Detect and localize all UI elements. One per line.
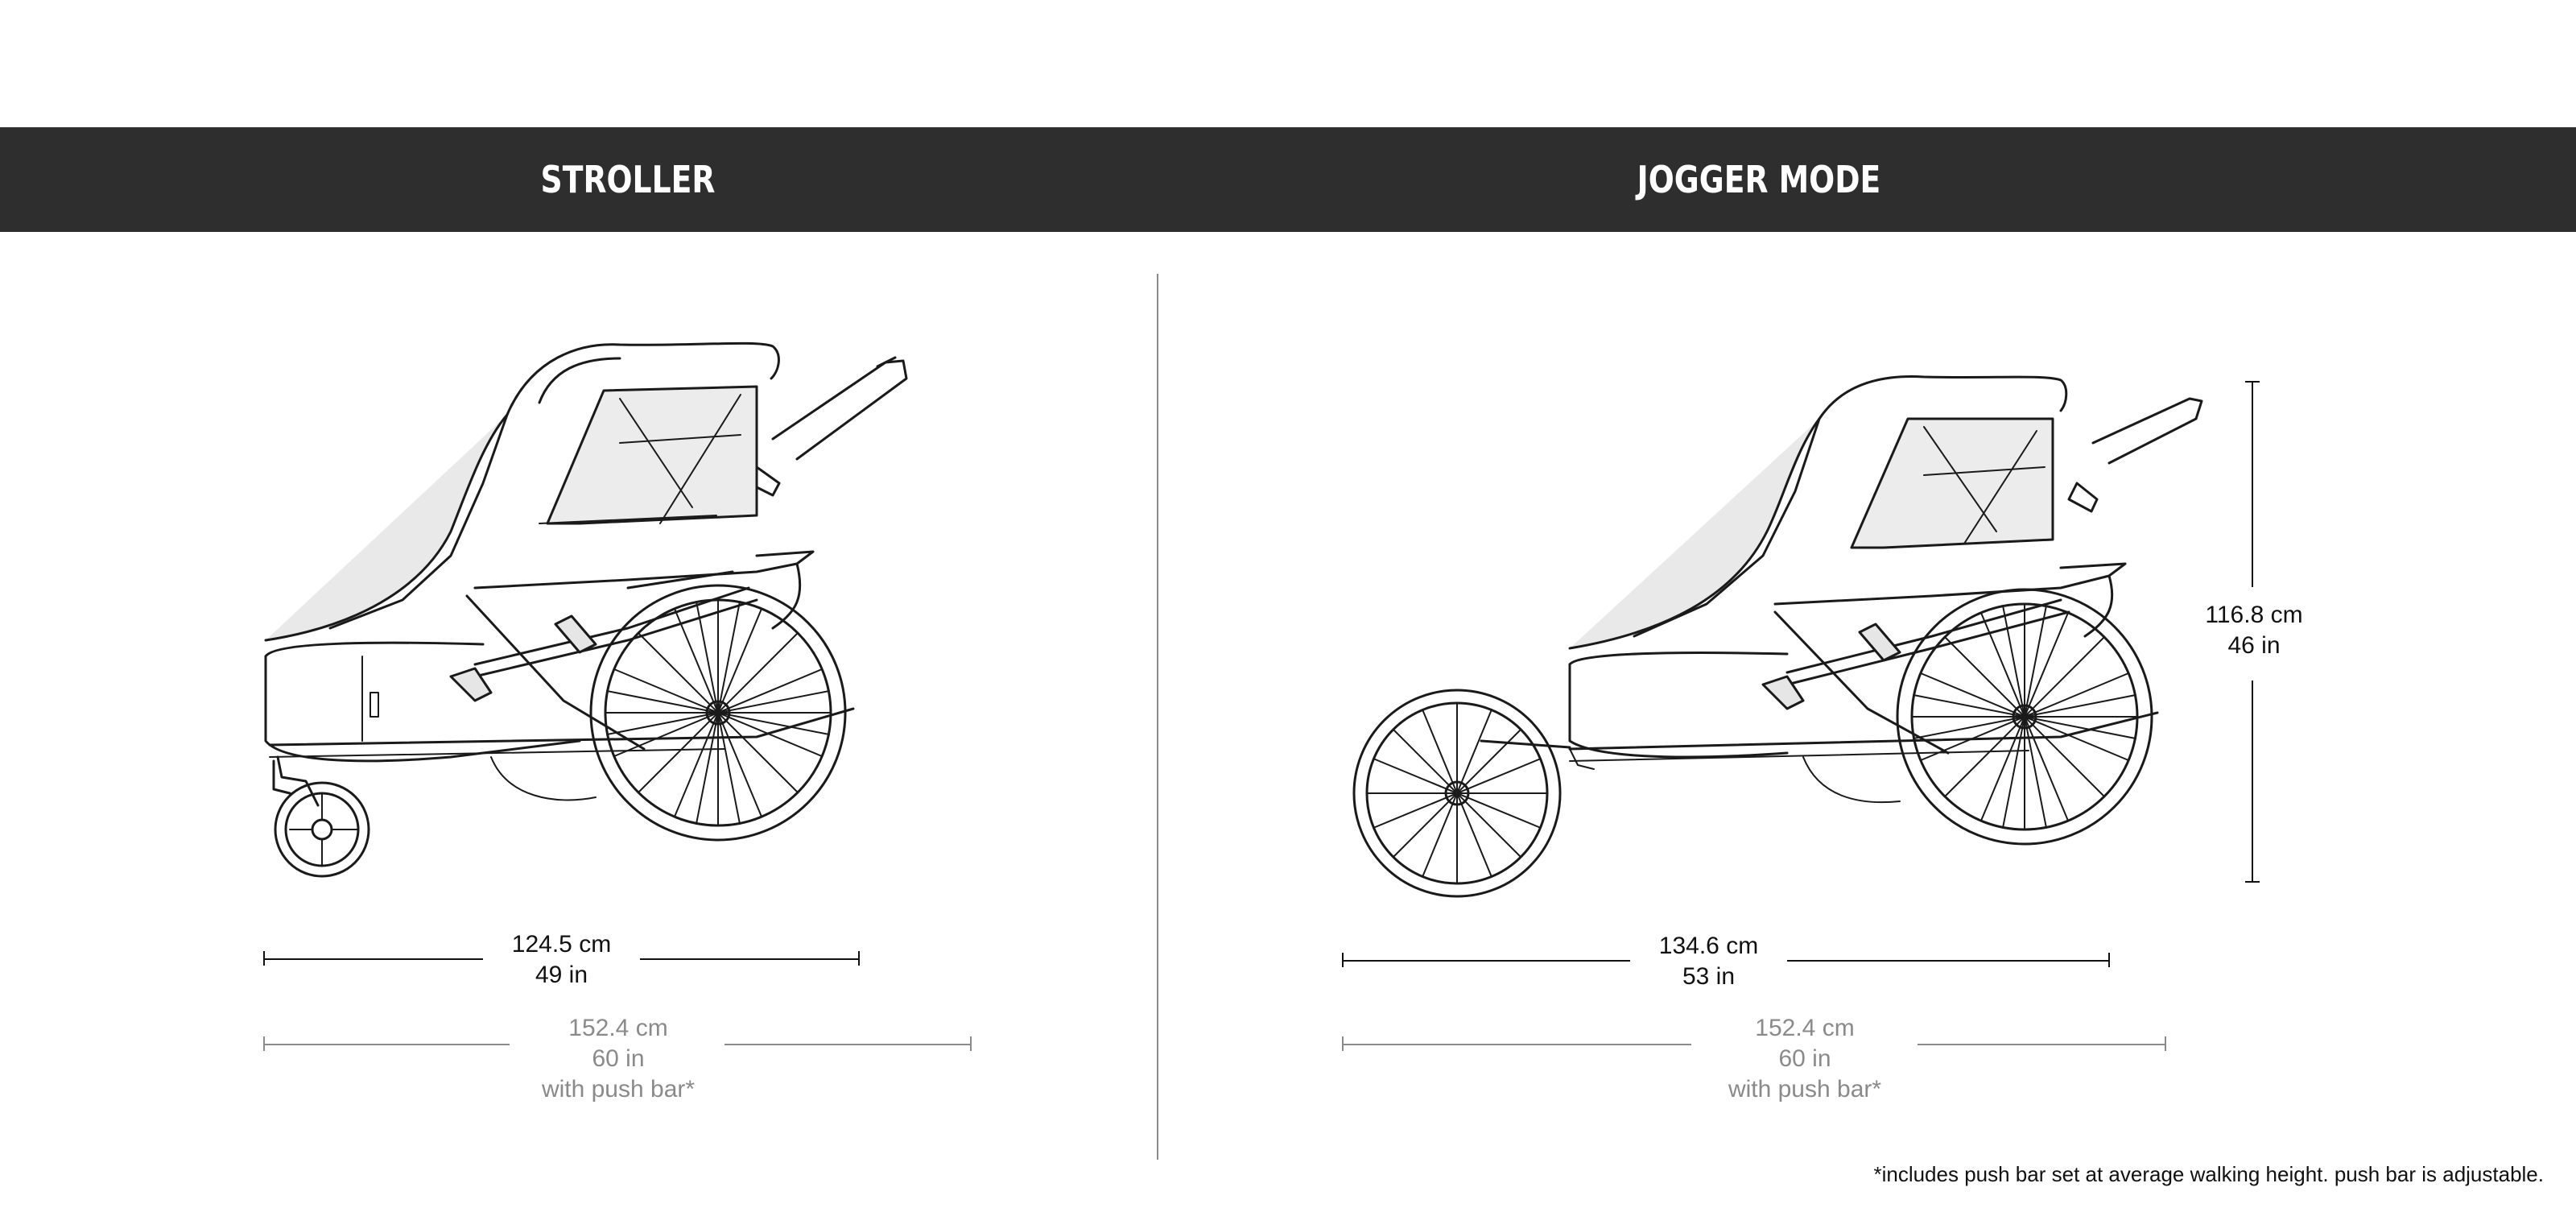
stroller-pushbar-in: 60 in <box>592 1045 645 1072</box>
jogger-length-cm: 134.6 cm <box>1658 933 1759 959</box>
stroller-pushbar-note: with push bar* <box>541 1076 696 1103</box>
header-band <box>0 127 2576 306</box>
jogger-pushbar-cm: 152.4 cm <box>1755 1015 1855 1041</box>
stroller-pushbar-tick-right <box>970 1036 972 1051</box>
jogger-length-tick-right <box>2108 953 2110 967</box>
jogger-height-tick-bottom <box>2245 881 2260 883</box>
jogger-pushbar-line-right <box>1918 1044 2165 1045</box>
jogger-height-in: 46 in <box>2227 632 2281 659</box>
jogger-illustration <box>1336 362 2222 926</box>
stroller-illustration <box>242 322 950 902</box>
stroller-pushbar-cm: 152.4 cm <box>568 1015 668 1041</box>
jogger-height-line-top <box>2252 382 2253 587</box>
stroller-length-line-left <box>264 958 483 960</box>
jogger-pushbar-tick-right <box>2165 1036 2166 1051</box>
stroller-mode-title: STROLLER MODE <box>540 158 716 306</box>
jogger-pushbar-in: 60 in <box>1778 1045 1831 1072</box>
stroller-pushbar-line-right <box>724 1044 971 1045</box>
jogger-length-line-right <box>1787 960 2109 962</box>
jogger-length-in: 53 in <box>1682 963 1736 990</box>
stroller-length-line-right <box>640 958 859 960</box>
jogger-pushbar-note: with push bar* <box>1728 1076 1882 1103</box>
stroller-length-in: 49 in <box>535 962 588 988</box>
stroller-length-cm: 124.5 cm <box>511 931 612 958</box>
stroller-pushbar-line-left <box>264 1044 510 1045</box>
section-divider <box>1157 274 1158 1160</box>
footnote: *includes push bar set at average walking height. push bar is adjustable. <box>1873 1162 2544 1186</box>
jogger-height-line-bottom <box>2252 681 2253 882</box>
jogger-mode-title: JOGGER MODE <box>1637 158 1881 201</box>
jogger-height-cm: 116.8 cm <box>2205 602 2303 628</box>
stroller-length-tick-right <box>858 951 860 966</box>
jogger-length-line-left <box>1343 960 1630 962</box>
jogger-pushbar-line-left <box>1343 1044 1691 1045</box>
